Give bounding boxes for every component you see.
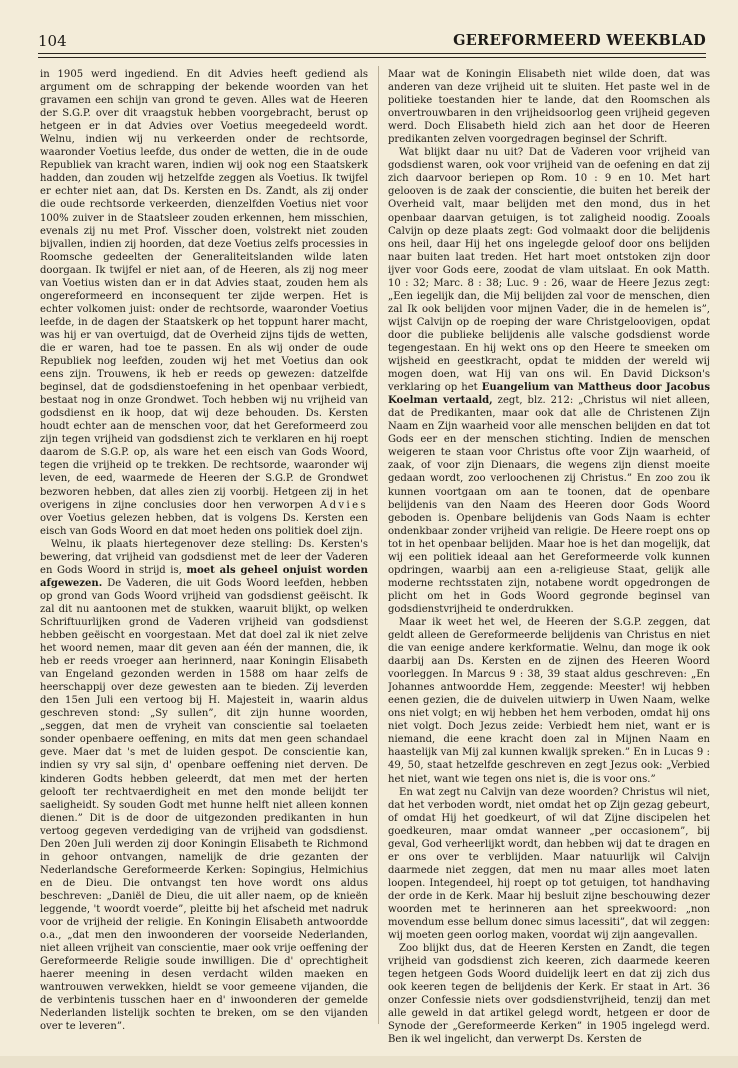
left-p1-spaced-word: Advies xyxy=(319,499,368,511)
page-header xyxy=(38,30,706,52)
header-rule-thin xyxy=(38,57,706,58)
left-paragraph-2 xyxy=(40,538,368,1034)
left-p1-end: over Voetius gelezen hebben, dat is volgens Ds. Kersten een eisch van Gods Woord en dat moet heden ons politiek doel zijn. xyxy=(40,512,368,537)
journal-title: GEREFORMEERD WEEKBLAD xyxy=(453,32,706,49)
left-paragraph-1 xyxy=(40,68,368,538)
right-p2-start: Wat blijkt daar nu uit? Dat de Vaderen voor vrijheid van godsdienst waren, ook voor vrijheid van de oefening en dat zij zich daarvoor beriepen op Rom. 10 : 9 en 10. Met hart gelooven is de zaak der conscientie, die buiten het bereik der Overheid valt, maar belijden met den mond, dus in het openbaar daarvan getuigen, is tot zaligheid noodig. Zooals Calvijn op deze plaats zegt: God volmaakt door die belijdenis ons heil, daar Hij het ons ingelegde geloof door ons belijden naar buiten laat treden. Het hart moet ontstoken zijn door ijver voor Gods eere, zoodat de vlam uitslaat. En ook Matth. 10 : 32; Marc. 8 : 38; Luc. 9 : 26, waar de Heere Jezus zegt: „Een iegelijk dan, die Mij belijden zal voor de menschen, dien zal Ik ook belijden voor mijnen Vader, die in de hemelen is”, wijst Calvijn op de roeping der ware Christgeloovigen, opdat door die publieke belijdenis alle valsche godsdienst worde tegengestaan. En hij wekt ons op den Heere te smeeken om wijsheid en geestkracht, opdat te midden der wereld wij mogen doen, wat Hij van ons wil. En David Dickson's verklaring op het xyxy=(388,147,710,394)
column-divider xyxy=(378,66,379,1024)
left-p2-end: De Vaderen, die uit Gods Woord leefden, hebben op grond van Gods Woord vrijheid van godsdienst geëischt. Ik zal dit nu aantoonen met de stukken, waaruit blijkt, op welken Schriftuurlijken grond de Vaderen vrijheid van godsdienst hebben geëischt en voorgestaan. Met dat doel zal ik niet zelve het woord nemen, maar dit geven aan één der mannen, die, ik heb er reeds vroeger aan herinnerd, naar Koningin Elisabeth van Engeland gezonden werden in 1588 om haar zelfs de heerschappij over deze gewesten aan te bieden. Zij leverden den 15en Juli een vertoog bij H. Majesteit in, waarin aldus geschreven stond: „Sy sullen”, dit zijn hunne woorden, „seggen, dat men de vryheit van conscientie sal toelaeten sonder openbaere oeffening, en mits dat men geen schandael geve. Maer dat 's met de luiden gespot. De conscientie kan, indien sy vry sal sijn, d' openbare oeffening niet derven. De kinderen Godts hebben geleerdt, dat men met der herten gelooft ter rechtvaerdigheit en met den monde belijdt ter saeligheidt. Sy souden Godt met hunne helft niet alleen konnen dienen.” Dit is de door de uitgezonden predikanten in hun vertoog gegeven verdediging van de vrijheid van godsdienst. Den 20en Juli werden zij door Koningin Elisabeth te Richmond in gehoor ontvangen, namelijk de drie gezanten der Nederlandsche Gereformeerde Kerken: Sopingius, Helmichius en de Dieu. Die ontvangst ten hove wordt ons aldus beschreven: „Daniël de Dieu, die uit aller naem, op de knieën leggende, 't woordt voerde”, pleitte bij het afscheid met nadruk voor de vrijheid der religie. En Koningin Elisabeth antwoordde o.a., „dat men den inwoonderen der voorseide Nederlanden, niet alleen vrijheit van conscientie, maer ook vrije oeffening der Gereformeerde Religie soude inwilligen. Die d' oprechtigheit haerer meening in desen verdacht wilden maeken en wantrouwen verwekken, hieldt se voor gemeene vijanden, die de verbintenis tusschen haer en d' inwoonderen der gemelde Nederlanden listelijk sochten te breken, om se den vijanden over te leveren”. xyxy=(40,577,368,1033)
right-paragraph-4: En wat zegt nu Calvijn van deze woorden? Christus wil niet, dat het verboden wordt, niet omdat het op Zijn gezag gebeurt, of omdat Hij het goedkeurt, of wil dat Zijne discipelen het goedkeuren, maar omdat wanneer „per occasionem”, bij geval, God verheerlijkt wordt, dan hebben wij dat te dragen en er ons over te verblijden. Maar natuurlijk wil Calvijn daarmede niet zeggen, dat men nu maar alles moet laten loopen. Integendeel, hij roept op tot getuigen, tot handhaving der orde in de Kerk. Maar hij besluit zijne beschouwing dezer woorden met te herinneren aan het spreekwoord: „non movendum esse bellum donec simus lacessiti”, dat wil zeggen: wij moeten geen oorlog maken, voordat wij zijn aangevallen. xyxy=(388,786,710,942)
right-p2-end: zegt, blz. 212: „Christus wil niet alleen, dat de Predikanten, maar ook dat alle de Christenen Zijn Naam en Zijn waarheid voor alle menschen belijden en dat tot Gods eer en der menschen stichting. Indien de menschen weigeren te staan voor Christus ofte voor Zijn waarheid, of zaak, of voor zijn Dienaars, die wegens zijn dienst moeite gedaan wordt, zoo verloochenen zij Christus.” En zoo zou ik kunnen voortgaan om aan te toonen, dat de openbare belijdenis van den Naam des Heeren door Gods Woord geboden is. Openbare belijdenis van Gods Naam is echter ondenkbaar zonder vrijheid van religie. De Heere roept ons op tot in het openbaar belijden. Maar hoe is het dan mogelijk, dat wij een politiek ideaal aan het Gereformeerde volk kunnen opdringen, waarbij aan een a-religieuse Staat, gelijk alle moderne rechtsstaten zijn, notabene wordt opgedrongen de plicht om het in Gods Woord gegronde beginsel van godsdienstvrijheid te onderdrukken. xyxy=(388,395,710,615)
right-paragraph-2 xyxy=(388,146,710,616)
left-p2-bold: moet als geheel onjuist worden afgewezen. xyxy=(40,564,368,589)
right-paragraph-3: Maar ik weet het wel, de Heeren der S.G.P. zeggen, dat geldt alleen de Gereformeerde belijdenis van Christus en niet die van eenige andere kerkformatie. Welnu, dan moge ik ook daarbij aan Ds. Kersten en de zijnen des Heeren Woord voorleggen. In Marcus 9 : 38, 39 staat aldus geschreven: „En Johannes antwoordde Hem, zeggende: Meester! wij hebben eenen gezien, die de duivelen uitwierp in Uwen Naam, welke ons niet volgt; en wij hebben het hem verboden, omdat hij ons niet volgt. Doch Jezus zeide: Verbiedt hem niet, want er is niemand, die eene kracht doen zal in Mijnen Naam en haastelijk van Mij zal kunnen kwalijk spreken.” En in Lucas 9 : 49, 50, staat hetzelfde geschreven en zegt Jezus ook: „Verbied het niet, want wie tegen ons niet is, die is voor ons.” xyxy=(388,616,710,785)
page-bottom-edge xyxy=(0,1056,738,1068)
right-column xyxy=(388,68,710,1048)
left-p2-start: Welnu, ik plaats hiertegenover deze stelling: Ds. Kersten's bewering, dat vrijheid van godsdienst met de leer der Vaderen en Gods Woord in strijd is, xyxy=(40,538,368,576)
header-rule-thick xyxy=(38,53,706,54)
page-number: 104 xyxy=(38,32,67,50)
right-paragraph-1: Maar wat de Koningin Elisabeth niet wilde doen, dat was anderen van deze vrijheid uit te sluiten. Het paste wel in de politieke toestanden hier te lande, dat den Roomschen als onvertrouwbaren in den vrijheidsoorlog geen vrijheid gegeven werd. Doch Elisabeth hield zich aan het door de Heeren predikanten zelven voorgedragen beginsel der Schrift. xyxy=(388,69,710,146)
left-column xyxy=(40,68,368,1048)
right-paragraph-5: Zoo blijkt dus, dat de Heeren Kersten en Zandt, die tegen vrijheid van godsdienst zich keeren, zich daarmede keeren tegen hetgeen Gods Woord duidelijk leert en dat zij zich dus ook keeren tegen de belijdenis der Kerk. Er staat in Art. 36 onzer Confessie niets over godsdienstvrijheid, tenzij dan met alle geweld in dat artikel gelegd wordt, hetgeen er door de Synode der „Gereformeerde Kerken” in 1905 ingelegd werd. Ben ik wel ingelicht, dan verwerpt Ds. Kersten de xyxy=(388,943,710,1046)
right-p2-bold: Euangelium van Mattheus door Jacobus Koelman vertaald, xyxy=(388,382,710,407)
left-p1-text: in 1905 werd ingediend. En dit Advies heeft gediend als argument om de schrapping der bekende woorden van het gravamen een schijn van grond te geven. Alles wat de Heeren der S.G.P. over dit vraagstuk hebben voorgebracht, berust op hetgeen er in dat Advies over Voetius meegedeeld wordt. Welnu, indien wij nu verkeerden onder de rechtsorde, waaronder Voetius leefde, dus onder de wetten, die in de oude Republiek van kracht waren, indien wij ook nog een Staatskerk hadden, dan zouden wij hetzelfde zeggen als Voetius. Ik twijfel er echter niet aan, dat Ds. Kersten en Ds. Zandt, als zij onder die oude rechtsorde verkeerden, dienzelfden Voetius niet voor 100% zuiver in de Staatsleer zouden erkennen, hem misschien, evenals zij nu met Prof. Visscher doen, volstrekt niet zouden bijvallen, indien zij hoorden, dat deze Voetius zelfs processies in Roomsche gedeelten der Generaliteitslanden wilde laten doorgaan. Ik twijfel er niet aan, of de Heeren, als zij nog meer van Voetius wisten dan er in dat Advies staat, zouden hem als ongereformeerd en inconsequent ter zijde werpen. Het is echter volkomen juist: onder de rechtsorde, waaronder Voetius leefde, in de dagen der Staatskerk op het toppunt harer macht, was hij er van overtuigd, dat de Overheid zijns tijds de wetten, die er waren, had toe te passen. En als wij onder de oude Republiek nog leefden, zouden wij het met Voetius dan ook eens zijn. Trouwens, ik heb er reeds op gewezen: datzelfde beginsel, dat de godsdienstoefening in het openbaar verbiedt, bestaat nog in onze Grondwet. Toch hebben wij nu vrijheid van godsdienst en ik hoop, dat wij deze behouden. Ds. Kersten houdt echter aan de menschen voor, dat het Gereformeerd zou zijn tegen vrijheid van godsdienst zich te verklaren en hij roept daarom de S.G.P. op, als ware het een eisch van Gods Woord, tegen die vrijheid op te trekken. De rechtsorde, waaronder wij leven, de eed, waarmede de Heeren der S.G.P. de Grondwet bezworen hebben, dat alles zien zij voorbij. Hetgeen zij in het overigens in zijne conclusies door hen verworpen xyxy=(40,69,368,511)
